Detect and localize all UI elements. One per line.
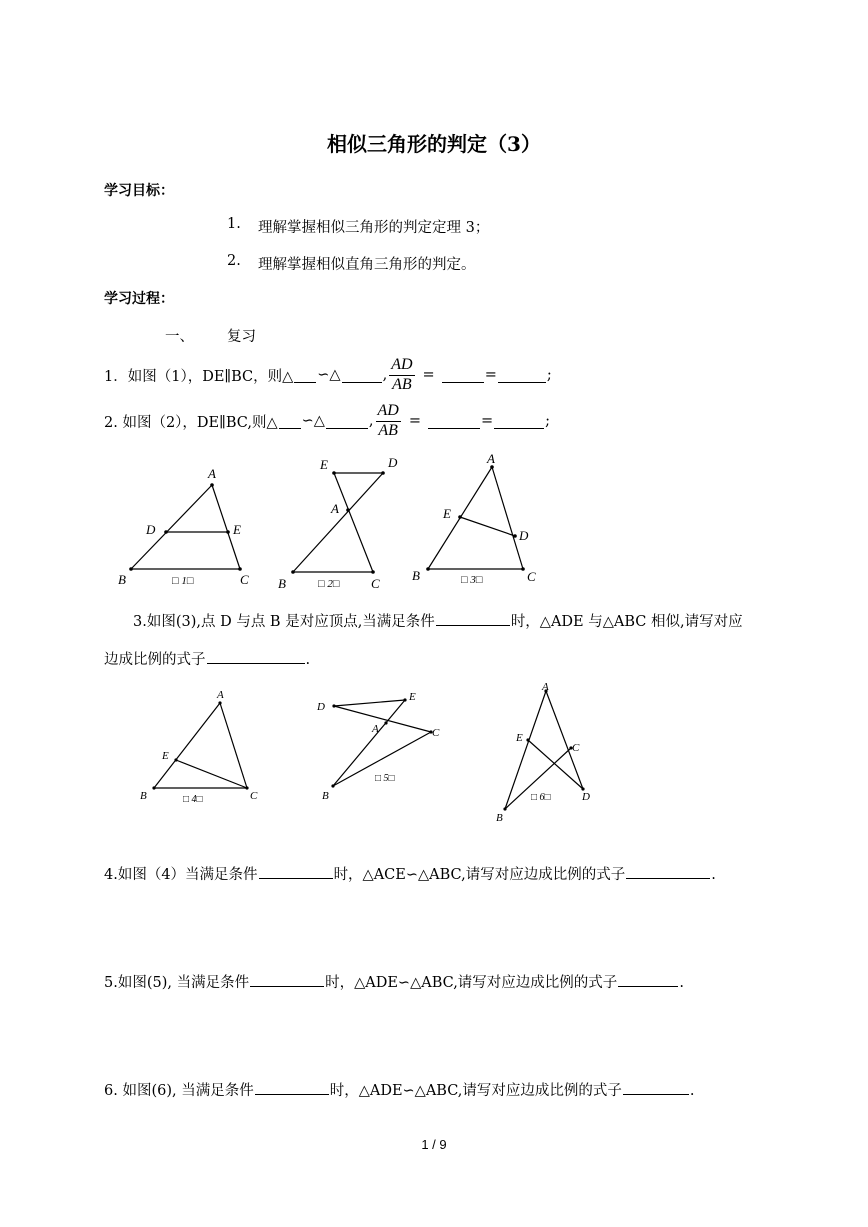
f3-segment-ed bbox=[460, 517, 515, 536]
q1-blank-4[interactable] bbox=[498, 368, 546, 383]
f5-point-b bbox=[331, 784, 334, 787]
f4-label-a: A bbox=[217, 689, 224, 701]
f4-point-e bbox=[174, 758, 177, 761]
section-label: 复习 bbox=[227, 329, 256, 345]
f1-point-b bbox=[129, 567, 133, 571]
q2-fraction-numerator: AD bbox=[376, 402, 401, 421]
f1-label-e: E bbox=[233, 522, 241, 537]
f4-side-ac bbox=[220, 703, 247, 788]
figure-5 bbox=[314, 690, 454, 806]
q2-equals: = bbox=[408, 413, 421, 429]
f2-point-a bbox=[346, 508, 350, 512]
f4-label-c: C bbox=[250, 790, 258, 802]
q1-fraction-denominator: AB bbox=[392, 375, 412, 393]
q1-fraction-numerator: AD bbox=[389, 356, 414, 375]
f5-label-b: B bbox=[322, 790, 329, 802]
f5-point-d bbox=[332, 704, 335, 707]
f3-point-e bbox=[458, 515, 462, 519]
goal-1-number: 1. bbox=[227, 216, 241, 232]
f6-point-e bbox=[526, 738, 529, 741]
q5-end: . bbox=[679, 975, 684, 991]
figure-4 bbox=[136, 686, 266, 810]
q1-fraction bbox=[389, 356, 414, 394]
question-2 bbox=[104, 396, 550, 446]
f5-caption: □ 5□ bbox=[375, 773, 395, 784]
page-title: 相似三角形的判定（3） bbox=[327, 132, 541, 156]
f4-caption: □ 4□ bbox=[183, 794, 203, 805]
q2-prefix: 2. 如图（2），DE∥BC,则△ bbox=[104, 414, 278, 431]
q5-blank-2[interactable] bbox=[618, 972, 678, 987]
f2-label-d: D bbox=[388, 455, 398, 470]
f2-label-c: C bbox=[371, 576, 380, 591]
f2-point-d bbox=[381, 471, 385, 475]
q5-text-b: 时，△ADE∽△ABC,请写对应边成比例的式子 bbox=[325, 975, 618, 991]
f1-point-d bbox=[164, 530, 168, 534]
q1-blank-2[interactable] bbox=[342, 368, 382, 383]
f2-segment-ec bbox=[334, 473, 373, 572]
f2-point-e bbox=[332, 471, 336, 475]
q1-blank-1[interactable] bbox=[294, 368, 316, 383]
f3-point-d bbox=[513, 534, 517, 538]
q2-similar: ∽△ bbox=[301, 413, 325, 429]
f1-label-d: D bbox=[146, 522, 156, 537]
goal-1-text: 理解掌握相似三角形的判定定理 3； bbox=[258, 220, 490, 236]
q4-text-a: 4.如图（4）当满足条件 bbox=[104, 867, 258, 883]
q1-end: ; bbox=[546, 367, 552, 383]
f6-label-e: E bbox=[516, 732, 523, 744]
f5-segment-de bbox=[334, 700, 405, 706]
f2-segment-db bbox=[293, 473, 383, 572]
f4-label-e: E bbox=[162, 750, 169, 762]
f3-point-c bbox=[521, 567, 525, 571]
f1-label-c: C bbox=[240, 572, 249, 587]
f5-label-d: D bbox=[317, 701, 325, 713]
q2-fraction-denominator: AB bbox=[378, 421, 398, 439]
f3-label-a: A bbox=[487, 451, 495, 466]
f2-point-c bbox=[371, 570, 375, 574]
f1-caption: □ 1□ bbox=[172, 575, 194, 587]
figure-1 bbox=[112, 462, 262, 590]
q4-blank-2[interactable] bbox=[626, 864, 710, 879]
f6-segment-ad bbox=[546, 691, 583, 789]
q3-end: . bbox=[305, 652, 311, 668]
q4-end: . bbox=[711, 867, 716, 883]
q3-text-b: 时，△ADE 与△ABC 相似,请写对应 bbox=[510, 614, 743, 630]
question-3-line-1 bbox=[133, 610, 743, 631]
question-1 bbox=[104, 350, 552, 400]
f6-label-d: D bbox=[582, 791, 590, 803]
f2-label-a: A bbox=[331, 501, 339, 516]
q2-comma: , bbox=[368, 413, 374, 429]
f5-point-e bbox=[403, 698, 406, 701]
f3-caption: □ 3□ bbox=[461, 574, 483, 586]
f2-label-e: E bbox=[320, 457, 328, 472]
q3-text-c: 边成比例的式子 bbox=[104, 652, 206, 668]
question-4 bbox=[104, 863, 716, 884]
q6-blank-2[interactable] bbox=[623, 1080, 689, 1095]
question-3-line-2 bbox=[104, 648, 310, 669]
q6-text-b: 时，△ADE∽△ABC,请写对应边成比例的式子 bbox=[329, 1083, 622, 1099]
f1-side-ab bbox=[131, 485, 212, 569]
q3-text-a: 3.如图(3),点 D 与点 B 是对应顶点,当满足条件 bbox=[133, 614, 435, 630]
f1-label-b: B bbox=[118, 572, 126, 587]
figure-6 bbox=[490, 678, 600, 824]
f4-point-a bbox=[218, 701, 221, 704]
q5-text-a: 5.如图(5), 当满足条件 bbox=[104, 975, 250, 991]
f4-label-b: B bbox=[140, 790, 147, 802]
q6-end: . bbox=[689, 1083, 695, 1099]
f5-segment-dc bbox=[334, 706, 431, 732]
q4-text-b: 时，△ACE∽△ABC,请写对应边成比例的式子 bbox=[333, 867, 626, 883]
q1-similar: ∽△ bbox=[317, 367, 341, 383]
q1-comma: , bbox=[382, 367, 388, 383]
f4-segment-ec bbox=[176, 760, 247, 788]
goal-2-text: 理解掌握相似直角三角形的判定。 bbox=[258, 257, 476, 273]
q5-blank-1[interactable] bbox=[250, 972, 324, 987]
f6-label-c: C bbox=[572, 742, 580, 754]
q2-fraction bbox=[376, 402, 401, 440]
q6-blank-1[interactable] bbox=[255, 1080, 329, 1095]
f3-label-d: D bbox=[519, 528, 529, 543]
q2-equals-2: = bbox=[481, 413, 494, 429]
q3-blank-2[interactable] bbox=[207, 649, 305, 664]
f2-caption: □ 2□ bbox=[318, 578, 340, 590]
f5-label-e: E bbox=[409, 691, 416, 703]
q1-blank-3[interactable] bbox=[442, 368, 484, 383]
f3-label-b: B bbox=[412, 568, 420, 583]
q6-text-a: 6. 如图(6), 当满足条件 bbox=[104, 1083, 254, 1099]
f3-label-e: E bbox=[443, 506, 451, 521]
figure-2 bbox=[272, 452, 412, 592]
goal-2-number: 2. bbox=[227, 253, 241, 269]
q2-end: ; bbox=[545, 413, 551, 429]
q2-blank-4[interactable] bbox=[494, 414, 544, 429]
q2-blank-2[interactable] bbox=[326, 414, 368, 429]
f5-label-c: C bbox=[432, 727, 440, 739]
f4-point-b bbox=[152, 786, 155, 789]
question-5 bbox=[104, 971, 684, 992]
process-heading: 学习过程： bbox=[104, 291, 174, 307]
goals-heading: 学习目标： bbox=[104, 183, 174, 199]
f3-label-c: C bbox=[527, 569, 536, 584]
f6-caption: □ 6□ bbox=[531, 792, 551, 803]
q1-prefix: 1．如图（1），DE∥BC，则△ bbox=[104, 368, 294, 385]
f3-side-ac bbox=[492, 467, 523, 569]
f1-point-e bbox=[226, 530, 230, 534]
q2-blank-1[interactable] bbox=[279, 414, 301, 429]
f1-label-a: A bbox=[208, 466, 216, 481]
f1-point-a bbox=[210, 483, 214, 487]
q1-equals: = bbox=[422, 367, 435, 383]
f4-side-ab bbox=[154, 703, 220, 788]
f6-point-b bbox=[503, 807, 506, 810]
f6-label-a: A bbox=[542, 681, 549, 693]
f5-point-a bbox=[384, 721, 387, 724]
f3-point-b bbox=[426, 567, 430, 571]
f5-label-a: A bbox=[372, 723, 379, 735]
section-number: 一、 bbox=[165, 329, 194, 345]
f2-label-b: B bbox=[278, 576, 286, 591]
f6-label-b: B bbox=[496, 812, 503, 824]
f1-point-c bbox=[238, 567, 242, 571]
f4-point-c bbox=[245, 786, 248, 789]
q1-equals-2: = bbox=[484, 367, 497, 383]
page-number: 1 / 9 bbox=[421, 1137, 447, 1152]
q4-blank-1[interactable] bbox=[259, 864, 333, 879]
question-6 bbox=[104, 1079, 695, 1100]
q3-blank-1[interactable] bbox=[436, 611, 510, 626]
f2-point-b bbox=[291, 570, 295, 574]
q2-blank-3[interactable] bbox=[428, 414, 480, 429]
figure-3 bbox=[400, 446, 550, 586]
